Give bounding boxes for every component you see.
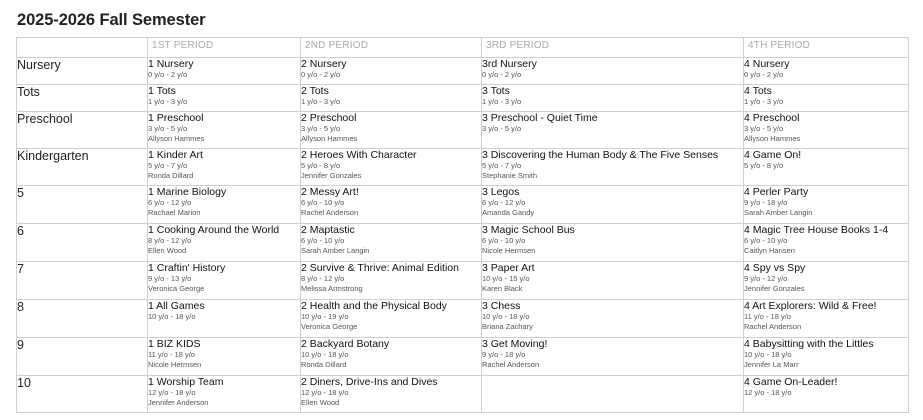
- class-cell[interactable]: [744, 85, 909, 112]
- teacher-name: Briana Zachary: [482, 322, 533, 331]
- class-cell[interactable]: [482, 149, 744, 186]
- age-range: 9 y/o - 18 y/o: [482, 350, 526, 359]
- age-range: 6 y/o - 10 y/o: [301, 198, 345, 207]
- class-cell[interactable]: [148, 262, 301, 300]
- class-cell[interactable]: [482, 186, 744, 224]
- age-range: 12 y/o - 18 y/o: [744, 388, 792, 397]
- teacher-name: Ronda Dillard: [301, 360, 347, 369]
- age-range: 6 y/o - 12 y/o: [148, 198, 192, 207]
- class-name: 3 Tots: [482, 85, 510, 97]
- table-row: [17, 85, 909, 112]
- class-cell[interactable]: [482, 376, 744, 413]
- class-name: 1 Worship Team: [148, 376, 224, 388]
- class-cell[interactable]: [301, 186, 482, 224]
- class-name: 2 Maptastic: [301, 224, 355, 236]
- class-cell[interactable]: [148, 224, 301, 262]
- age-range: 9 y/o - 18 y/o: [744, 198, 788, 207]
- page-title: 2025-2026 Fall Semester: [17, 11, 206, 29]
- teacher-name: Jennifer La Marr: [744, 360, 799, 369]
- period-header: 3RD PERIOD: [482, 38, 744, 58]
- teacher-name: Nicole Hermsen: [148, 360, 202, 369]
- class-name: 2 Heroes With Character: [301, 149, 417, 161]
- class-name: 2 Preschool: [301, 112, 357, 124]
- class-cell[interactable]: [301, 112, 482, 149]
- schedule-table: [16, 37, 909, 413]
- corner-header: [17, 38, 148, 58]
- class-cell[interactable]: [744, 262, 909, 300]
- age-range: 3 y/o - 5 y/o: [148, 124, 188, 133]
- class-cell[interactable]: [744, 300, 909, 338]
- class-name: 1 Preschool: [148, 112, 204, 124]
- table-row: [17, 224, 909, 262]
- age-range: 5 y/o - 7 y/o: [482, 161, 522, 170]
- row-label: Nursery: [17, 58, 148, 85]
- age-range: 11 y/o - 18 y/o: [148, 350, 195, 359]
- class-name: 3rd Nursery: [482, 58, 537, 70]
- teacher-name: Jennifer Anderson: [148, 398, 209, 407]
- teacher-name: Veronica George: [301, 322, 358, 331]
- age-range: 5 y/o - 7 y/o: [148, 161, 188, 170]
- class-name: 1 Cooking Around the World: [148, 224, 280, 236]
- table-row: [17, 112, 909, 149]
- class-cell[interactable]: [744, 58, 909, 85]
- class-name: 3 Chess: [482, 300, 521, 312]
- class-cell[interactable]: [301, 300, 482, 338]
- class-cell[interactable]: [148, 376, 301, 413]
- class-name: 3 Get Moving!: [482, 338, 548, 350]
- class-cell[interactable]: [482, 58, 744, 85]
- class-name: 4 Game On!: [744, 149, 802, 161]
- period-header: 2ND PERIOD: [301, 38, 482, 58]
- teacher-name: Ellen Wood: [301, 398, 340, 407]
- class-cell[interactable]: [301, 224, 482, 262]
- class-cell[interactable]: [301, 149, 482, 186]
- age-range: 12 y/o - 18 y/o: [301, 388, 349, 397]
- class-cell[interactable]: [744, 224, 909, 262]
- class-name: 2 Backyard Botany: [301, 338, 390, 350]
- class-cell[interactable]: [744, 186, 909, 224]
- teacher-name: Rachel Anderson: [744, 322, 802, 331]
- class-cell[interactable]: [482, 262, 744, 300]
- row-label: Kindergarten: [17, 149, 148, 186]
- class-name: 1 Nursery: [148, 58, 194, 70]
- class-name: 3 Discovering the Human Body & The Five Senses: [482, 149, 719, 161]
- age-range: 5 y/o - 8 y/o: [301, 161, 341, 170]
- class-name: 1 Kinder Art: [148, 149, 203, 161]
- age-range: 1 y/o - 3 y/o: [744, 97, 784, 106]
- age-range: 6 y/o - 10 y/o: [744, 236, 788, 245]
- teacher-name: Jennifer Gonzales: [301, 171, 362, 180]
- age-range: 6 y/o - 10 y/o: [482, 236, 526, 245]
- teacher-name: Allyson Hammes: [744, 134, 801, 143]
- age-range: 10 y/o - 18 y/o: [148, 312, 196, 321]
- class-name: 4 Game On-Leader!: [744, 376, 838, 388]
- class-name: 1 Tots: [148, 85, 176, 97]
- age-range: 0 y/o - 2 y/o: [744, 70, 784, 79]
- age-range: 8 y/o - 12 y/o: [301, 274, 345, 283]
- class-cell[interactable]: [482, 112, 744, 149]
- teacher-name: Caitlyn Hansen: [744, 246, 795, 255]
- age-range: 1 y/o - 3 y/o: [148, 97, 188, 106]
- teacher-name: Veronica George: [148, 284, 205, 293]
- class-cell[interactable]: [301, 58, 482, 85]
- class-name: 2 Tots: [301, 85, 329, 97]
- class-name: 1 All Games: [148, 300, 205, 312]
- class-name: 4 Spy vs Spy: [744, 262, 806, 274]
- class-name: 3 Preschool - Quiet Time: [482, 112, 598, 124]
- age-range: 10 y/o - 18 y/o: [301, 350, 349, 359]
- age-range: 12 y/o - 18 y/o: [148, 388, 196, 397]
- row-label: 8: [17, 300, 148, 338]
- class-name: 2 Diners, Drive-Ins and Dives: [301, 376, 438, 388]
- period-header: 1ST PERIOD: [148, 38, 301, 58]
- teacher-name: Ronda Dillard: [148, 171, 194, 180]
- class-name: 2 Health and the Physical Body: [301, 300, 447, 312]
- age-range: 9 y/o - 13 y/o: [148, 274, 192, 283]
- table-row: [17, 186, 909, 224]
- class-name: 1 Marine Biology: [148, 186, 227, 198]
- row-label: 6: [17, 224, 148, 262]
- table-row: [17, 149, 909, 186]
- age-range: 11 y/o - 18 y/o: [744, 312, 791, 321]
- row-label: 9: [17, 338, 148, 376]
- class-name: 4 Preschool: [744, 112, 800, 124]
- class-cell[interactable]: [148, 112, 301, 149]
- age-range: 10 y/o - 18 y/o: [744, 350, 792, 359]
- teacher-name: Amanda Gandy: [482, 208, 535, 217]
- class-name: 4 Tots: [744, 85, 772, 97]
- class-name: 1 Craftin' History: [148, 262, 226, 274]
- age-range: 6 y/o - 10 y/o: [301, 236, 345, 245]
- class-cell[interactable]: [148, 58, 301, 85]
- age-range: 3 y/o - 5 y/o: [744, 124, 784, 133]
- class-cell[interactable]: [301, 338, 482, 376]
- class-cell[interactable]: [744, 338, 909, 376]
- class-cell[interactable]: [482, 224, 744, 262]
- row-label: 5: [17, 186, 148, 224]
- class-cell[interactable]: [301, 376, 482, 413]
- class-cell[interactable]: [482, 85, 744, 112]
- age-range: 10 y/o - 19 y/o: [301, 312, 349, 321]
- age-range: 1 y/o - 3 y/o: [301, 97, 341, 106]
- class-cell[interactable]: [148, 338, 301, 376]
- class-cell[interactable]: [301, 85, 482, 112]
- row-label: Preschool: [17, 112, 148, 149]
- class-cell[interactable]: [148, 186, 301, 224]
- row-label: 10: [17, 376, 148, 413]
- class-name: 3 Magic School Bus: [482, 224, 575, 236]
- age-range: 5 y/o - 8 y/o: [744, 161, 784, 170]
- teacher-name: Allyson Hammes: [301, 134, 358, 143]
- age-range: 0 y/o - 2 y/o: [148, 70, 188, 79]
- teacher-name: Sarah Amber Langin: [744, 208, 813, 217]
- teacher-name: Sarah Amber Langin: [301, 246, 370, 255]
- class-name: 2 Messy Art!: [301, 186, 359, 198]
- header-row: [17, 38, 909, 58]
- class-cell[interactable]: [744, 149, 909, 186]
- teacher-name: Ellen Wood: [148, 246, 187, 255]
- teacher-name: Melissa Armstrong: [301, 284, 363, 293]
- age-range: 8 y/o - 12 y/o: [148, 236, 192, 245]
- age-range: 1 y/o - 3 y/o: [482, 97, 522, 106]
- table-row: [17, 376, 909, 413]
- class-cell[interactable]: [744, 112, 909, 149]
- teacher-name: Allyson Hammes: [148, 134, 205, 143]
- table-row: [17, 338, 909, 376]
- class-cell[interactable]: [148, 149, 301, 186]
- class-cell[interactable]: [744, 376, 909, 413]
- table-row: [17, 58, 909, 85]
- age-range: 3 y/o - 5 y/o: [301, 124, 341, 133]
- class-cell[interactable]: [482, 338, 744, 376]
- class-name: 4 Perler Party: [744, 186, 809, 198]
- table-row: [17, 262, 909, 300]
- class-name: 3 Legos: [482, 186, 520, 198]
- teacher-name: Karen Black: [482, 284, 523, 293]
- teacher-name: Stephanie Smith: [482, 171, 538, 180]
- age-range: 9 y/o - 12 y/o: [744, 274, 788, 283]
- teacher-name: Jennifer Gonzales: [744, 284, 805, 293]
- class-name: 3 Paper Art: [482, 262, 535, 274]
- class-name: 2 Survive & Thrive: Animal Edition: [301, 262, 459, 274]
- class-name: 4 Babysitting with the Littles: [744, 338, 874, 350]
- class-name: 1 BIZ KIDS: [148, 338, 201, 350]
- class-cell[interactable]: [148, 300, 301, 338]
- class-name: 4 Art Explorers: Wild & Free!: [744, 300, 877, 312]
- teacher-name: Nicole Hermsen: [482, 246, 536, 255]
- teacher-name: Rachael Marion: [148, 208, 201, 217]
- class-name: 4 Magic Tree House Books 1-4: [744, 224, 889, 236]
- class-name: 4 Nursery: [744, 58, 790, 70]
- period-header: 4TH PERIOD: [744, 38, 909, 58]
- row-label: Tots: [17, 85, 148, 112]
- class-cell[interactable]: [148, 85, 301, 112]
- row-label: 7: [17, 262, 148, 300]
- age-range: 0 y/o - 2 y/o: [482, 70, 522, 79]
- class-name: 2 Nursery: [301, 58, 347, 70]
- table-row: [17, 300, 909, 338]
- class-cell[interactable]: [482, 300, 744, 338]
- age-range: 10 y/o - 15 y/o: [482, 274, 530, 283]
- age-range: 0 y/o - 2 y/o: [301, 70, 341, 79]
- teacher-name: Rachel Anderson: [482, 360, 540, 369]
- age-range: 6 y/o - 12 y/o: [482, 198, 526, 207]
- teacher-name: Rachel Anderson: [301, 208, 359, 217]
- age-range: 10 y/o - 18 y/o: [482, 312, 530, 321]
- class-cell[interactable]: [301, 262, 482, 300]
- age-range: 3 y/o - 5 y/o: [482, 124, 522, 133]
